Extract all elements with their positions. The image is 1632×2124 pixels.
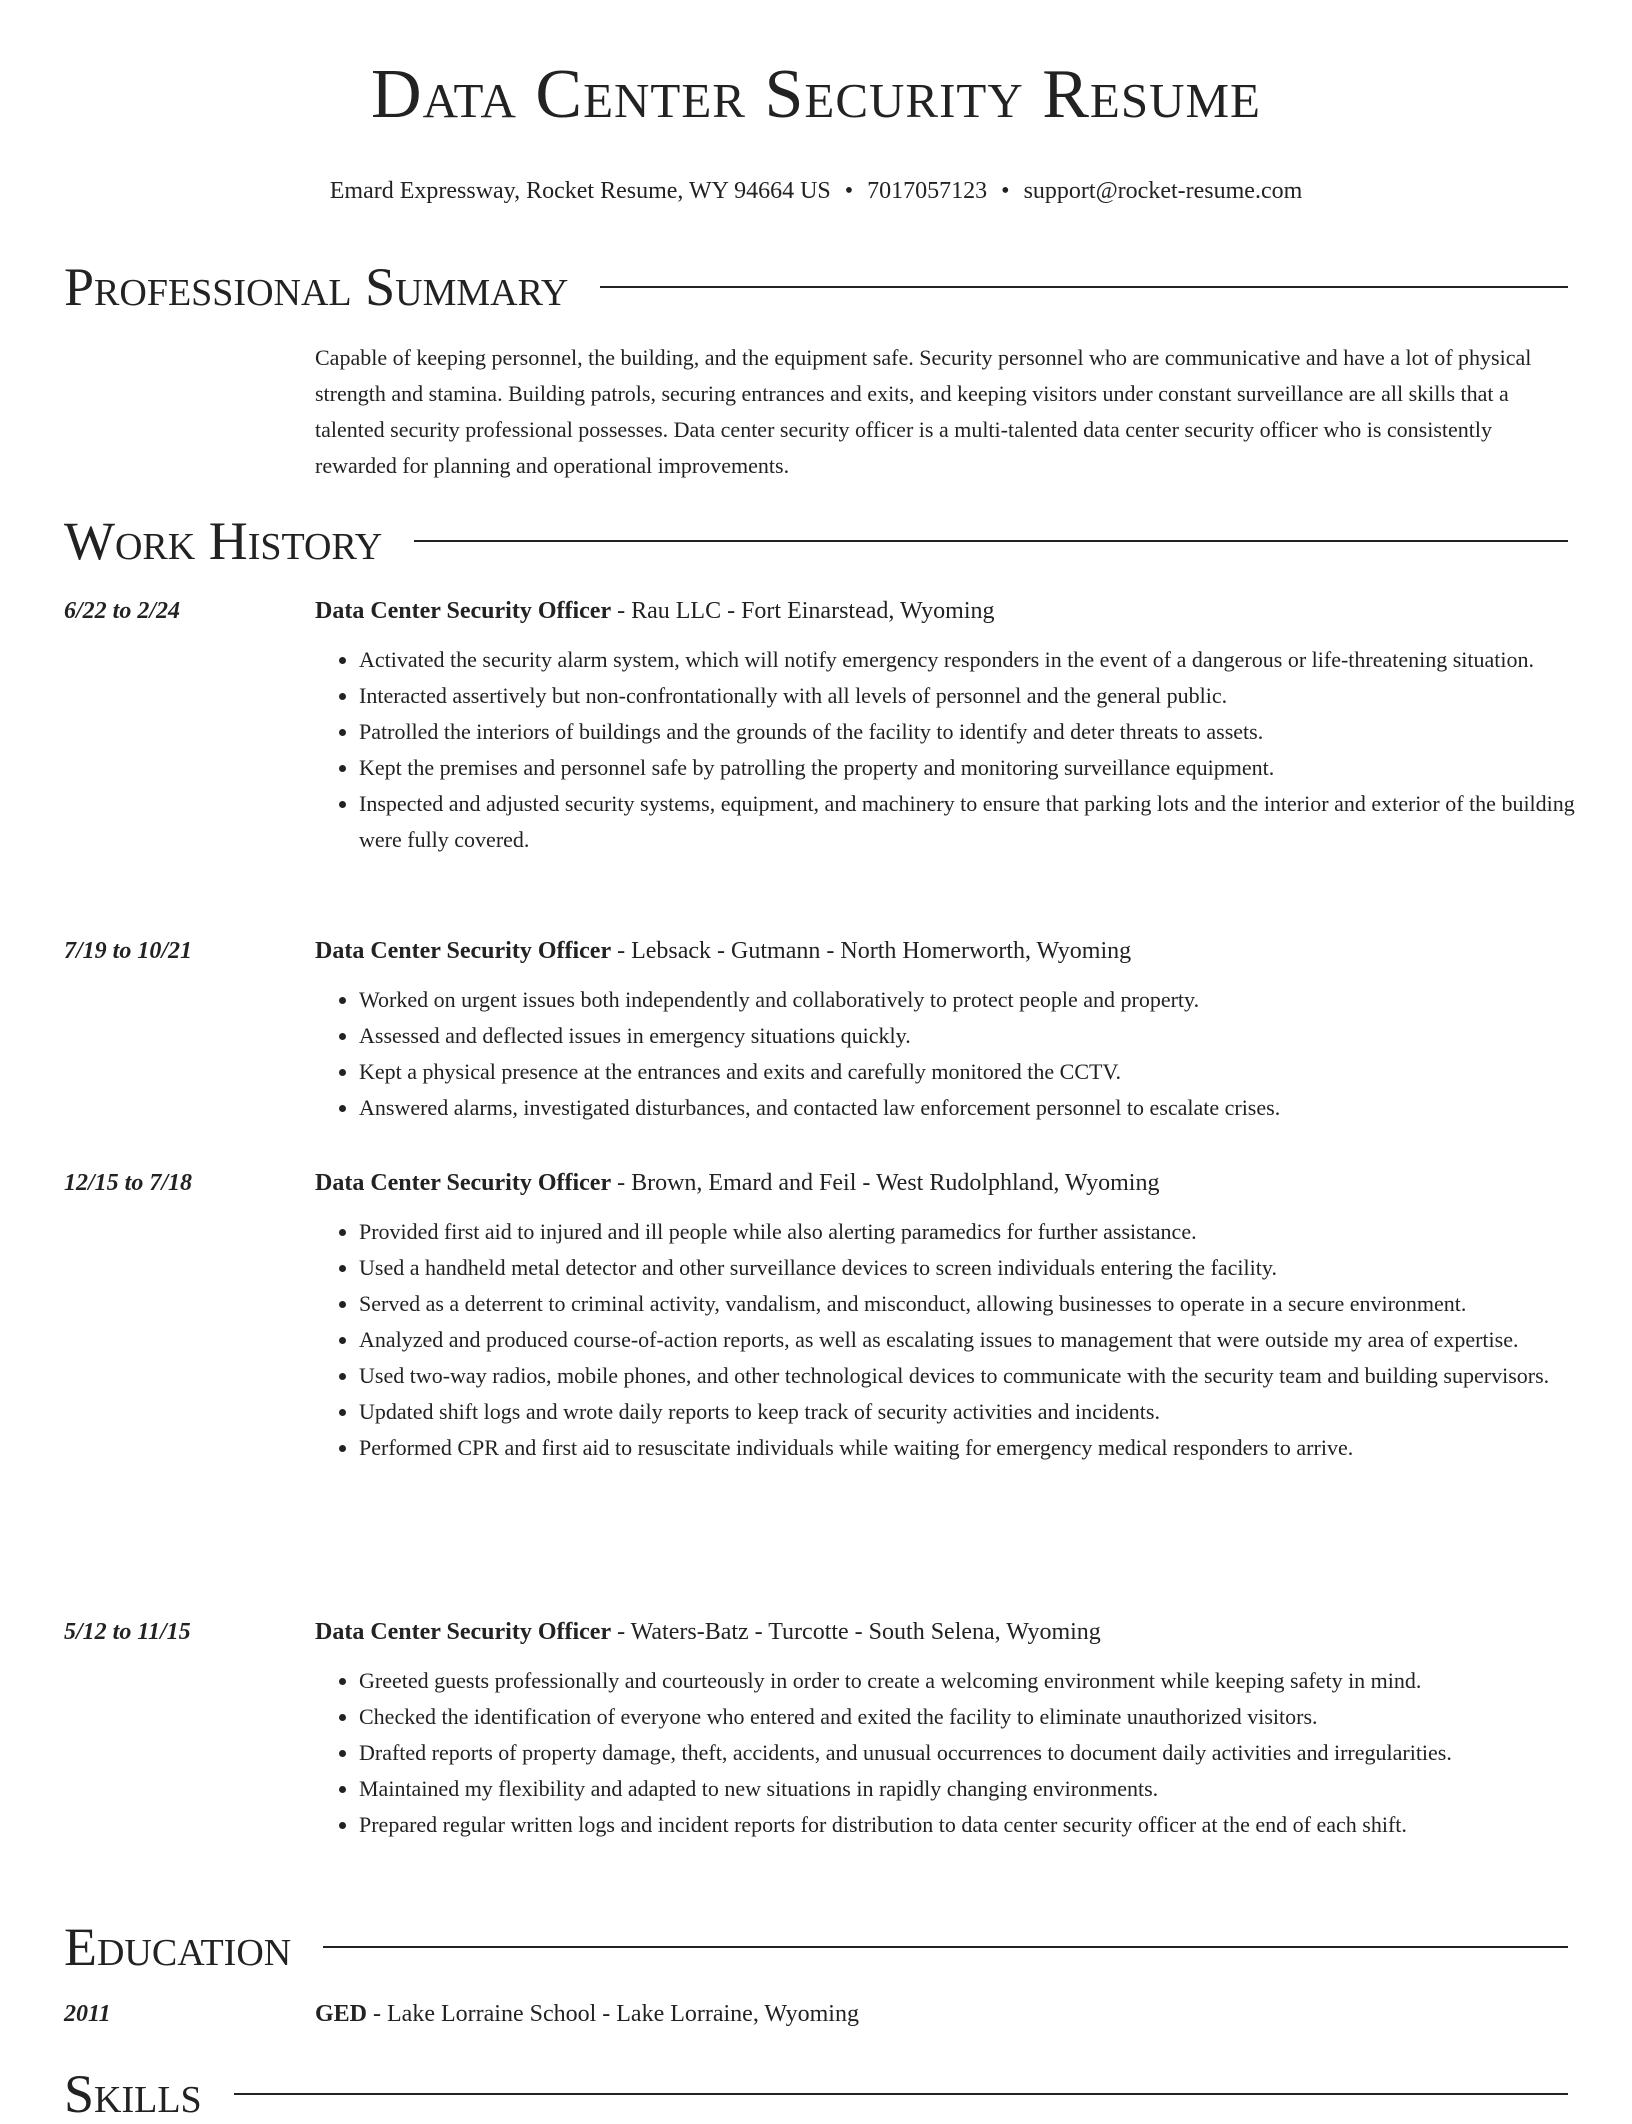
list-item: • Prepared regular written logs and incident reports for distribution to data center security officer at the end of each shift. <box>359 1807 1612 1843</box>
list-item: • Worked on urgent issues both independently and collaboratively to protect people and property. <box>359 982 1612 1018</box>
list-item: • Assessed and deflected issues in emergency situations quickly. <box>359 1018 1612 1054</box>
list-item: • Used two-way radios, mobile phones, and other technological devices to communicate with the security team and building supervisors. <box>359 1358 1612 1394</box>
list-item: • Interacted assertively but non-confrontationally with all levels of personnel and the general public. <box>359 678 1612 714</box>
section-divider <box>234 2093 1568 2095</box>
work-section-header <box>64 511 1568 571</box>
list-item: • Analyzed and produced course-of-action reports, as well as escalating issues to management that were outside my area of expertise. <box>359 1322 1612 1358</box>
job-dates: 12/15 to 7/18 <box>64 1170 193 1196</box>
education-year: 2011 <box>64 2001 111 2027</box>
contact-email: support@rocket-resume.com <box>1023 178 1303 204</box>
job-dates: 6/22 to 2/24 <box>64 598 181 624</box>
education-heading: Education <box>64 1917 292 1977</box>
list-item: • Used a handheld metal detector and other surveillance devices to screen individuals entering the facility. <box>359 1250 1612 1286</box>
job-employer: - Brown, Emard and Feil - West Rudolphland, Wyoming <box>611 1170 1160 1196</box>
contact-phone: 7017057123 <box>867 178 988 204</box>
education-section-header <box>64 1917 1568 1977</box>
list-item: • Inspected and adjusted security systems, equipment, and machinery to ensure that parking lots and the interior and exterior of the building were fully covered. <box>359 786 1612 858</box>
list-item: • Performed CPR and first aid to resuscitate individuals while waiting for emergency medical responders to arrive. <box>359 1430 1612 1466</box>
job-title: Data Center Security Officer <box>315 598 612 624</box>
job-heading <box>315 936 1131 966</box>
list-item: • Drafted reports of property damage, theft, accidents, and unusual occurrences to document daily activities and irregularities. <box>359 1735 1612 1771</box>
job-bullets <box>315 1214 1612 1466</box>
list-item: • Patrolled the interiors of buildings and the grounds of the facility to identify and deter threats to assets. <box>359 714 1612 750</box>
job-employer: - Waters-Batz - Turcotte - South Selena, Wyoming <box>611 1619 1101 1645</box>
job-title: Data Center Security Officer <box>315 1170 612 1196</box>
summary-text: Capable of keeping personnel, the building, and the equipment safe. Security personnel who are communicative and have a lot of physical strength and stamina. Building patrols, securing entrances and exits, and keeping visitors under constant surveillance are all skills that a talented security professional possesses. Data center security officer is a multi-talented data center security officer who is consistently rewarded for planning and operational improvements. <box>315 345 1532 478</box>
section-divider <box>600 286 1568 288</box>
contact-separator: • <box>1001 178 1010 204</box>
list-item: • Activated the security alarm system, which will notify emergency responders in the event of a dangerous or life-threatening situation. <box>359 642 1612 678</box>
summary-section-header <box>64 257 1568 317</box>
list-item: • Answered alarms, investigated disturbances, and contacted law enforcement personnel to escalate crises. <box>359 1090 1612 1126</box>
job-heading <box>315 1168 1159 1198</box>
contact-separator: • <box>844 178 854 204</box>
list-item: • Maintained my flexibility and adapted to new situations in rapidly changing environments. <box>359 1771 1612 1807</box>
work-heading: Work History <box>64 511 383 571</box>
job-heading <box>315 1617 1101 1647</box>
education-heading-line <box>315 1999 859 2029</box>
summary-heading: Professional Summary <box>64 257 569 317</box>
contact-address: Emard Expressway, Rocket Resume, WY 94664 US <box>329 178 831 204</box>
list-item: • Provided first aid to injured and ill people while also alerting paramedics for further assistance. <box>359 1214 1612 1250</box>
list-item: • Greeted guests professionally and courteously in order to create a welcoming environment while keeping safety in mind. <box>359 1663 1612 1699</box>
list-item: • Updated shift logs and wrote daily reports to keep track of security activities and incidents. <box>359 1394 1612 1430</box>
job-heading <box>315 596 995 626</box>
job-bullets <box>315 1663 1612 1843</box>
list-item: • Checked the identification of everyone who entered and exited the facility to eliminate unauthorized visitors. <box>359 1699 1612 1735</box>
skills-section-header <box>64 2064 1568 2124</box>
job-employer: - Lebsack - Gutmann - North Homerworth, Wyoming <box>611 938 1132 964</box>
list-item: • Served as a deterrent to criminal activity, vandalism, and misconduct, allowing businesses to operate in a secure environment. <box>359 1286 1612 1322</box>
section-divider <box>414 540 1568 542</box>
job-title: Data Center Security Officer <box>315 938 612 964</box>
job-title: Data Center Security Officer <box>315 1619 612 1645</box>
resume-title: Data Center Security Resume <box>371 56 1261 133</box>
job-bullets <box>315 982 1612 1126</box>
list-item: • Kept the premises and personnel safe by patrolling the property and monitoring surveillance equipment. <box>359 750 1612 786</box>
education-school: - Lake Lorraine School - Lake Lorraine, Wyoming <box>367 2001 859 2027</box>
list-item: • Kept a physical presence at the entrances and exits and carefully monitored the CCTV. <box>359 1054 1612 1090</box>
skills-heading: Skills <box>64 2064 202 2124</box>
job-employer: - Rau LLC - Fort Einarstead, Wyoming <box>611 598 995 624</box>
education-degree: GED <box>315 2001 368 2027</box>
section-divider <box>323 1946 1568 1948</box>
contact-line <box>0 176 1632 206</box>
job-dates: 7/19 to 10/21 <box>64 938 193 964</box>
job-bullets <box>315 642 1612 858</box>
job-dates: 5/12 to 11/15 <box>64 1619 191 1645</box>
